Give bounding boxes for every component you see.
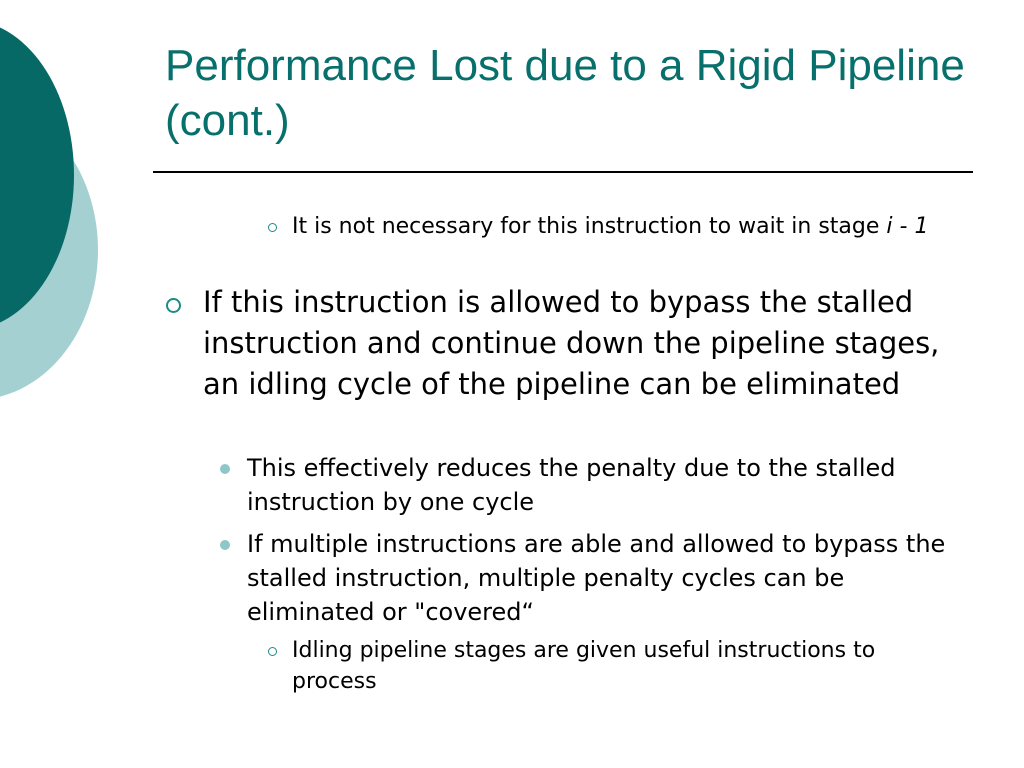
filled-circle-bullet-icon: [220, 464, 230, 474]
bullet-text: Idling pipeline stages are given useful instructions to process: [292, 638, 876, 694]
bullet-text: If this instruction is allowed to bypass the stalled instruction and continue down the pipeline stages, an idling cycle of the pipeline can be eliminated: [203, 285, 940, 401]
hollow-circle-bullet-icon: [268, 647, 277, 656]
bullet-text: If multiple instructions are able and allowed to bypass the stalled instruction, multiple penalty cycles can be eliminated or "covered“: [247, 530, 946, 626]
bullet-text: [292, 211, 932, 242]
bullet-text-italic: i - 1: [886, 214, 929, 239]
hollow-circle-bullet-icon: [268, 223, 277, 232]
filled-circle-bullet-icon: [220, 540, 230, 550]
title-divider: [153, 171, 973, 173]
bullet-text-body: It is not necessary for this instruction to wait in stage: [292, 214, 887, 239]
bullet-text: This effectively reduces the penalty due to the stalled instruction by one cycle: [247, 454, 896, 516]
hollow-circle-bullet-icon: [166, 298, 181, 313]
slide-title: Performance Lost due to a Rigid Pipeline (cont.): [165, 41, 965, 145]
